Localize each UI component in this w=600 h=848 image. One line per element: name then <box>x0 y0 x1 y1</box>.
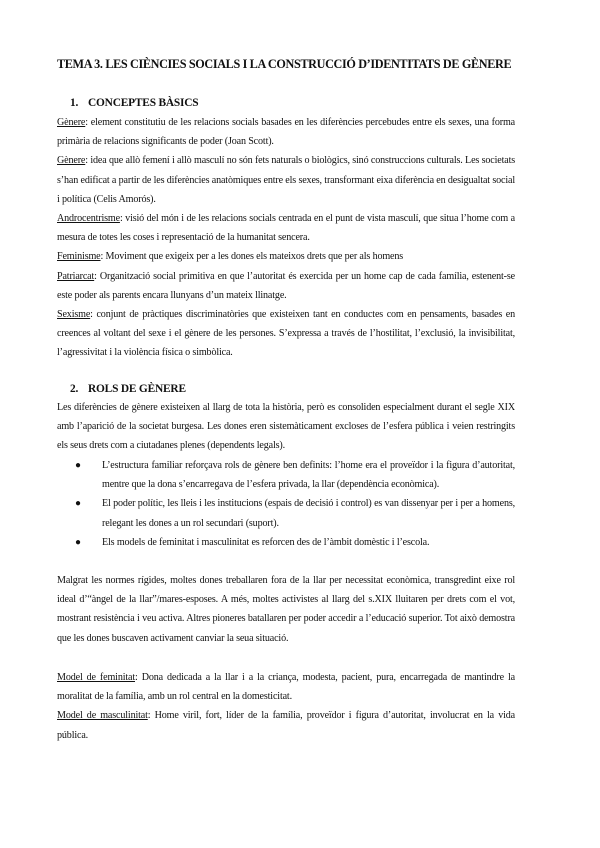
definition-patriarcat <box>57 267 515 305</box>
section-1-heading <box>70 97 198 109</box>
bullet-icon: ● <box>75 498 81 510</box>
document-title: TEMA 3. LES CIÈNCIES SOCIALS I LA CONSTRUCCIÓ D’IDENTITATS DE GÈNERE <box>57 57 512 71</box>
bullet-icon: ● <box>75 536 81 548</box>
bullet-icon: ● <box>75 460 81 471</box>
model-masculinitat <box>57 706 515 744</box>
model-term: Model de feminitat <box>57 672 136 683</box>
list-item: ● Els models de feminitat i masculinitat es reforcen des de l’àmbit domèstic i l’escola. <box>57 533 515 552</box>
definition-genere-2 <box>57 151 515 209</box>
gender-roles-list <box>57 456 515 552</box>
section-2-intro: Les diferències de gènere existeixen al llarg de tota la història, però es consoliden especialment durant el segle XIX amb l’aparició de la societat burgesa. Les dones eren sistemàticament excloses de l’esfera pública i veien restringits els seus drets com a ciutadanes plenes (dependents legals). <box>57 402 515 452</box>
definition-term: Feminisme <box>57 251 101 263</box>
model-term: Model de masculinitat <box>57 710 148 722</box>
definitions-block <box>57 113 515 363</box>
list-item: ● El poder polític, les lleis i les institucions (espais de decisió i control) es van dissenyar per i per a homens, relegant les dones a un rol secundari (suport). <box>57 494 515 532</box>
list-item: ● L’estructura familiar reforçava rols de gènere ben definits: l’home era el proveïdor i la figura d’autoritat, mentre que la dona s’encarregava de l’esfera privada, la llar (dependència econòmica). <box>57 456 515 494</box>
definition-sexisme <box>57 305 515 363</box>
definition-term: Patriarcat <box>57 270 95 282</box>
section-2-number: 2. <box>70 383 79 395</box>
definition-text: : conjunt de pràctiques discriminatòries que existeixen tant en conductes com en pensaments, basades en creences al voltant del sexe i el gènere de les persones. S’expressa a través de l’hostilitat, l’exclusió, la invisibilitat, l’agressivitat i la violència física o simbòlica. <box>57 309 515 359</box>
definition-text: : element constitutiu de les relacions socials basades en les diferències percebudes entre els sexes, una forma primària de relacions significants de poder (Joan Scott). <box>57 117 515 148</box>
models-block <box>57 668 515 745</box>
definition-text: : Organització social primitiva en que l’autoritat és exercida per un home cap de cada família, estenent-se este poder als parents encara llunyans d’un mateix llinatge. <box>57 270 515 301</box>
definition-genere-1 <box>57 113 515 151</box>
definition-term: Androcentrisme <box>57 213 120 225</box>
section-2-heading <box>70 383 186 395</box>
definition-text: : idea que allò femení i allò masculí no són fets naturals o biològics, sinó construccions culturals. Les societats s’han edificat a partir de les diferències anatòmiques entre els sexes, transformant eixa diferència en desigualtat social i política (Celis Amorós). <box>57 155 515 205</box>
definition-term: Gènere <box>57 155 86 167</box>
definition-term: Sexisme <box>57 309 91 321</box>
definition-text: : visió del món i de les relacions socials centrada en el punt de vista masculí, que situa l’home com a mesura de totes les coses i representació de la humanitat sencera. <box>57 213 515 244</box>
model-text: : Home viril, fort, líder de la família, proveïdor i figura d’autoritat, involucrat en la vida pública. <box>57 710 515 741</box>
section-1-title: CONCEPTES BÀSICS <box>88 97 199 109</box>
section-2-paragraph: Malgrat les normes rígides, moltes dones treballaren fora de la llar per necessitat econòmica, transgredint eixe rol ideal d’“àngel de la llar”/mares-esposes. A més, moltes activistes al llarg del s.XIX lluitaren per drets com el vot, mostrant resistència i veu activa. Altres pioneres batallaren per poder accedir a l’educació superior. Tot això demostra que les dones buscaven activament canviar la seua situació. <box>57 575 515 644</box>
definition-feminisme <box>57 247 515 266</box>
section-1-number: 1. <box>70 97 79 109</box>
definition-term: Gènere <box>57 117 86 128</box>
model-text: : Dona dedicada a la llar i a la criança, modesta, pacient, pura, encarregada de mantindre la moralitat de la família, amb un rol central en la domesticitat. <box>57 672 515 703</box>
model-feminitat <box>57 668 515 706</box>
definition-text: : Moviment que exigeix per a les dones els mateixos drets que per als homens <box>100 251 404 263</box>
section-2-title: ROLS DE GÈNERE <box>88 383 186 395</box>
definition-androcentrisme <box>57 209 515 247</box>
